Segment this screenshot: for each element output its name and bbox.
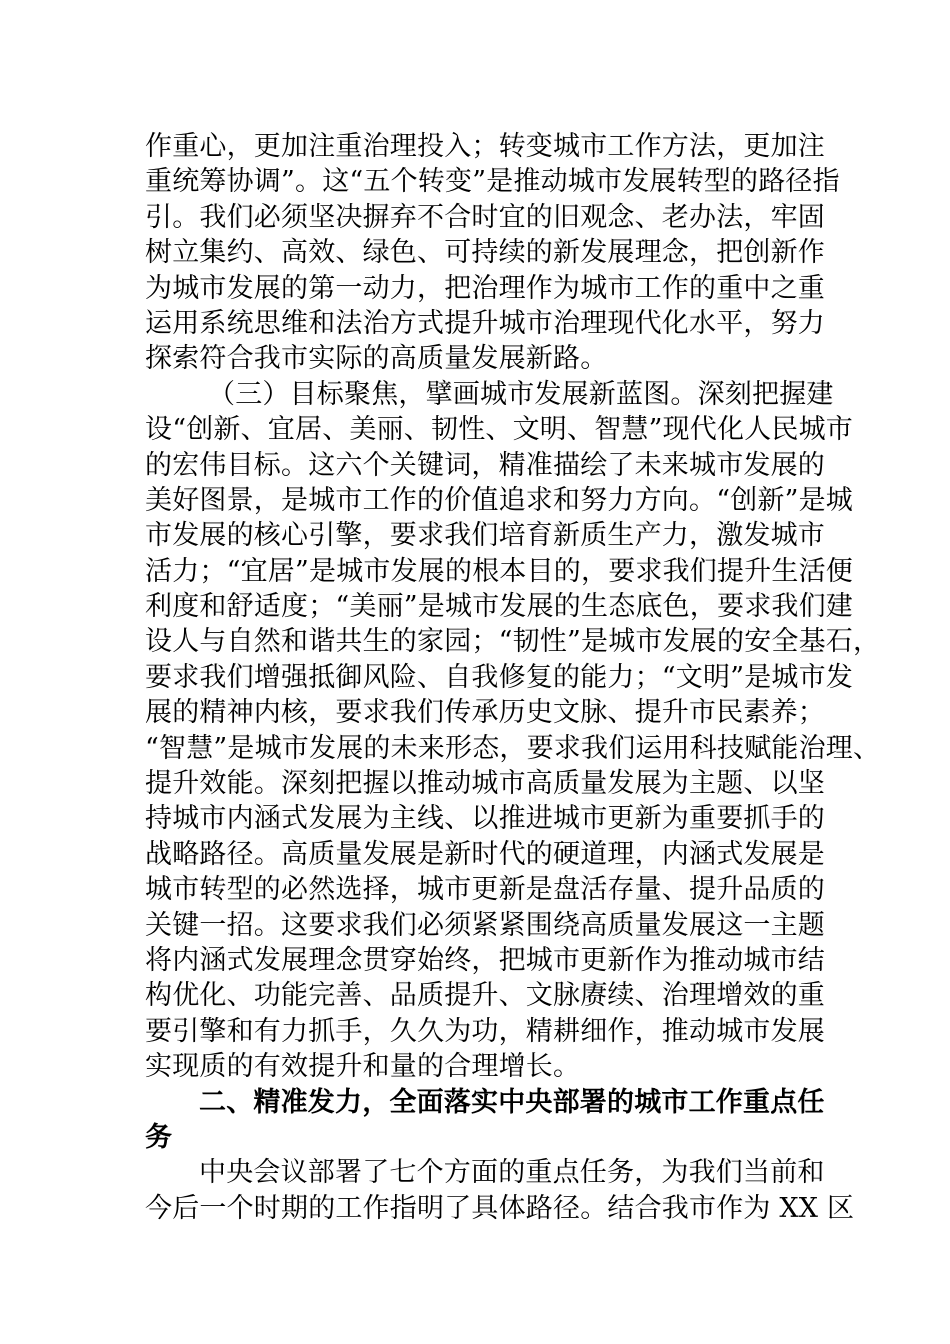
chapter-heading-line: 二、精准发力，全面落实中央部署的城市工作重点任: [199, 1086, 825, 1118]
text-line: 为城市发展的第一动力，把治理作为城市工作的重中之重: [145, 272, 825, 304]
text-line: 今后一个时期的工作指明了具体路径。结合我市作为 XX 区: [145, 1192, 855, 1224]
text-line: 树立集约、高效、绿色、可持续的新发展理念，把创新作: [145, 237, 825, 269]
text-line: 要引擎和有力抓手，久久为功，精耕细作，推动城市发展: [145, 1015, 825, 1047]
text-line: 展的精神内核，要求我们传承历史文脉、提升市民素养；: [145, 697, 825, 729]
text-line: 作重心，更加注重治理投入；转变城市工作方法，更加注: [145, 131, 825, 162]
text-line: 探索符合我市实际的高质量发展新路。: [145, 343, 608, 375]
text-line: 活力；“宜居”是城市发展的根本目的，要求我们提升生活便: [145, 555, 854, 587]
text-line: 战略路径。高质量发展是新时代的硬道理，内涵式发展是: [145, 838, 825, 870]
text-line: 中央会议部署了七个方面的重点任务，为我们当前和: [199, 1157, 825, 1189]
text-line: 将内涵式发展理念贯穿始终，把城市更新作为推动城市结: [145, 944, 825, 976]
section-heading-line: （三）目标聚焦，擘画城市发展新蓝图。深刻把握建: [208, 378, 834, 410]
text-line: 构优化、功能完善、品质提升、文脉赓续、治理增效的重: [145, 980, 825, 1012]
text-line: 市发展的核心引擎，要求我们培育新质生产力，激发城市: [145, 520, 825, 552]
text-line: 设“创新、宜居、美丽、韧性、文明、智慧”现代化人民城市: [145, 414, 854, 446]
text-line: 城市转型的必然选择，城市更新是盘活存量、提升品质的: [145, 874, 825, 906]
text-line: 利度和舒适度；“美丽”是城市发展的生态底色，要求我们建: [145, 591, 854, 623]
text-line: 持城市内涵式发展为主线、以推进城市更新为重要抓手的: [145, 803, 825, 835]
text-line: 的宏伟目标。这六个关键词，精准描绘了未来城市发展的: [145, 449, 825, 481]
document-body: [145, 129, 881, 1226]
text-line: 要求我们增强抵御风险、自我修复的能力；“文明”是城市发: [145, 661, 854, 693]
text-line: 实现质的有效提升和量的合理增长。: [145, 1051, 581, 1083]
text-line: 关键一招。这要求我们必须紧紧围绕高质量发展这一主题: [145, 909, 825, 941]
text-line: 提升效能。深刻把握以推动城市高质量发展为主题、以坚: [145, 768, 825, 800]
text-line: 引。我们必须坚决摒弃不合时宜的旧观念、老办法，牢固: [145, 201, 825, 233]
text-line: 美好图景，是城市工作的价值追求和努力方向。“创新”是城: [145, 484, 854, 516]
chapter-heading-line: 务: [145, 1121, 173, 1153]
text-line: 运用系统思维和法治方式提升城市治理现代化水平，努力: [145, 307, 825, 339]
text-line: “智慧”是城市发展的未来形态，要求我们运用科技赋能治理、: [145, 732, 881, 764]
text-line: 重统筹协调”。这“五个转变”是推动城市发展转型的路径指: [145, 166, 840, 198]
text-line: 设人与自然和谐共生的家园；“韧性”是城市发展的安全基石，: [145, 626, 881, 658]
